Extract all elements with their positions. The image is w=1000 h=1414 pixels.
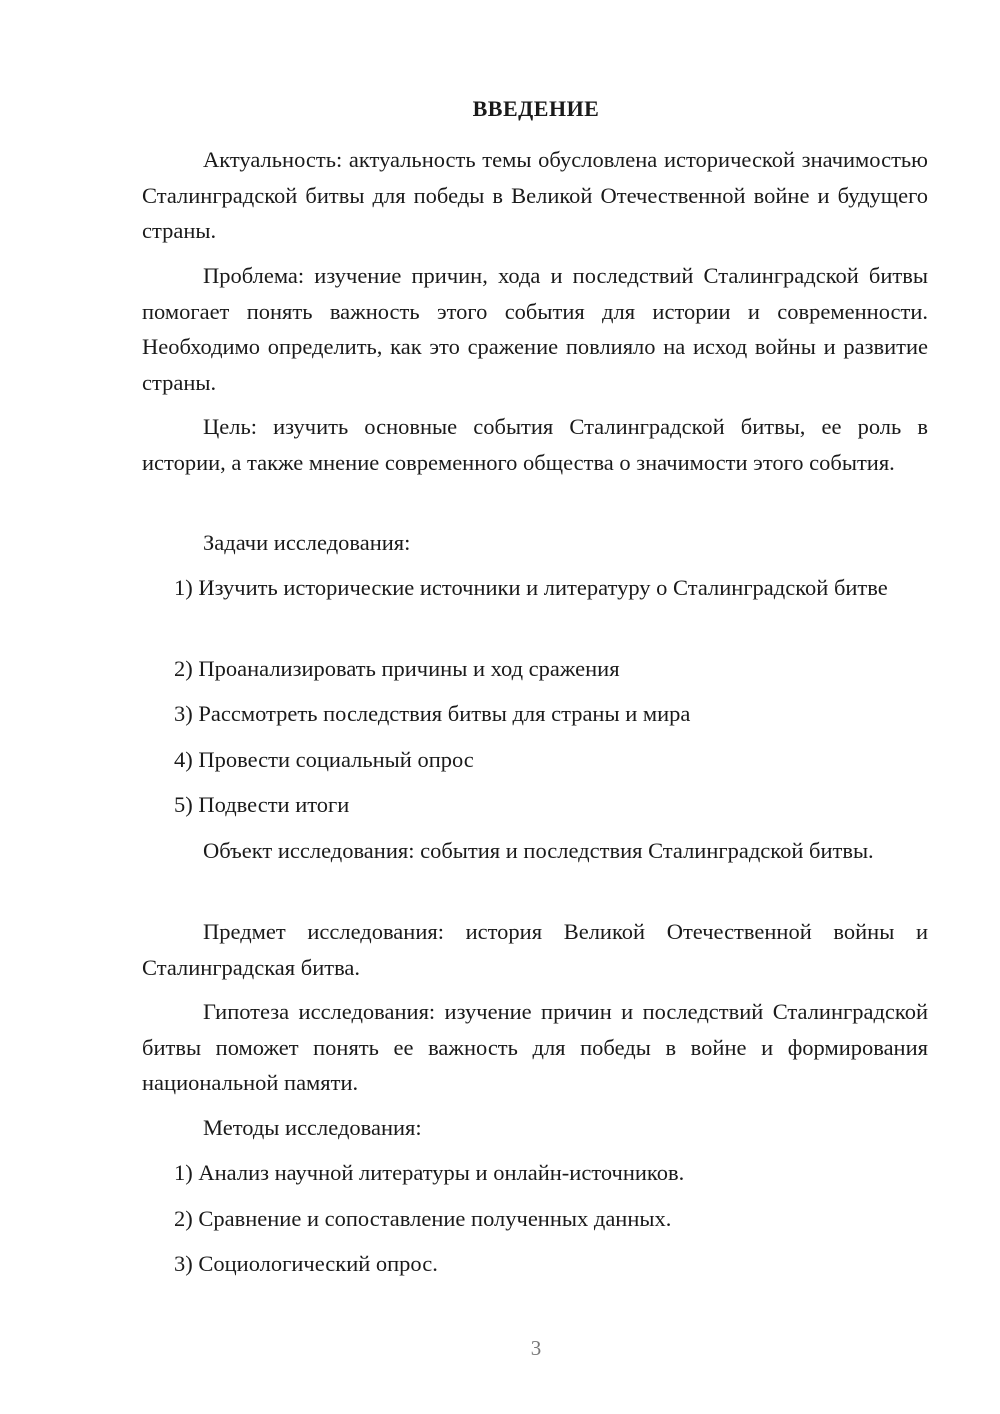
task-item-1: 1) Изучить исторические источники и литературу о Сталинградской битве [174, 575, 888, 600]
object-paragraph: Объект исследования: события и последствия Сталинградской битвы. [203, 838, 874, 863]
relevance-paragraph: Актуальность: актуальность темы обусловлена исторической значимостью Сталинградской битвы для победы в Великой Отечественной войне и будущего страны. [142, 147, 928, 243]
task-item-4: 4) Провести социальный опрос [174, 747, 474, 772]
goal-paragraph: Цель: изучить основные события Сталинградской битвы, ее роль в истории, а также мнение современного общества о значимости этого события. [142, 414, 928, 475]
page-number: 3 [530, 1336, 542, 1360]
problem-paragraph: Проблема: изучение причин, хода и последствий Сталинградской битвы помогает понять важность этого события для истории и современности. Необходимо определить, как это сражение повлияло на исход войны и развитие страны. [142, 263, 928, 395]
methods-heading: Методы исследования: [203, 1115, 422, 1140]
tasks-heading: Задачи исследования: [203, 530, 411, 555]
task-item-5: 5) Подвести итоги [174, 792, 350, 817]
method-item-1: 1) Анализ научной литературы и онлайн-источников. [174, 1160, 685, 1185]
task-item-3: 3) Рассмотреть последствия битвы для страны и мира [174, 701, 691, 726]
hypothesis-paragraph: Гипотеза исследования: изучение причин и последствий Сталинградской битвы поможет понять ее важность для победы в войне и формирования национальной памяти. [142, 999, 928, 1095]
page-title: ВВЕДЕНИЕ [472, 96, 600, 121]
method-item-3: 3) Социологический опрос. [174, 1251, 438, 1276]
task-item-2: 2) Проанализировать причины и ход сражения [174, 656, 620, 681]
subject-paragraph: Предмет исследования: история Великой Отечественной войны и Сталинградская битва. [142, 919, 928, 980]
method-item-2: 2) Сравнение и сопоставление полученных данных. [174, 1206, 672, 1231]
